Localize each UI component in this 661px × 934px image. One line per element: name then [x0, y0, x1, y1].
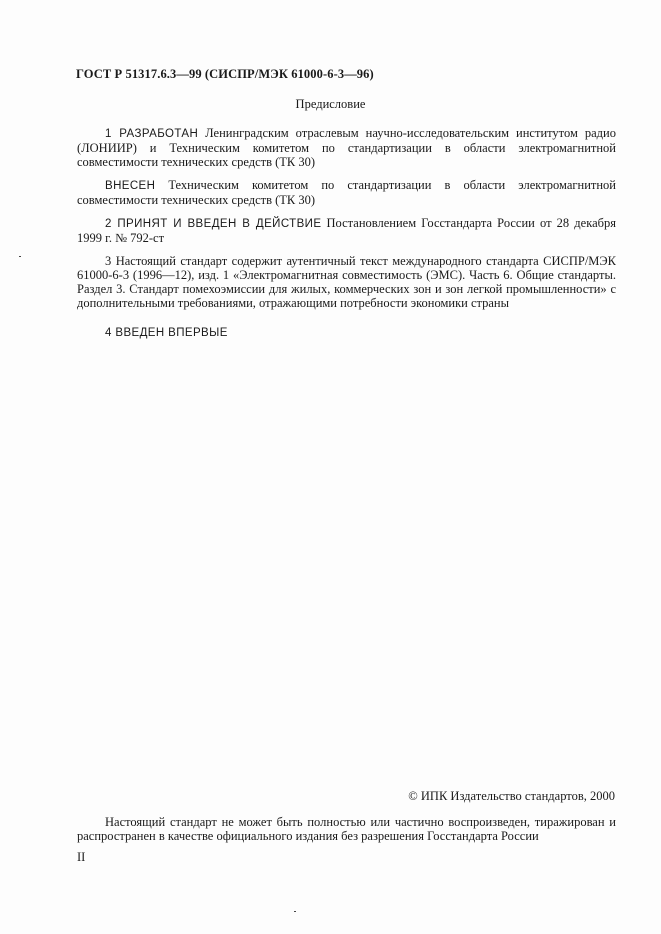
paragraph-first-introduced: [77, 325, 616, 340]
paragraph-lead: 1 РАЗРАБОТАН: [105, 128, 199, 140]
paragraph-lead: ВНЕСЕН: [105, 180, 156, 192]
paragraph-lead: 4 ВВЕДЕН ВПЕРВЫЕ: [105, 327, 228, 339]
paragraph-developed-by: [77, 126, 616, 169]
section-title: Предисловие: [295, 97, 366, 111]
document-header: ГОСТ Р 51317.6.3—99 (СИСПР/МЭК 61000-6-3—96): [76, 67, 374, 81]
scan-speck: [294, 911, 296, 912]
paragraph-adopted: [77, 216, 616, 245]
reproduction-notice: Настоящий стандарт не может быть полностью или частично воспроизведен, тиражирован и распространен в качестве официального издания без разрешения Госстандарта России: [77, 815, 616, 843]
scan-speck: [19, 256, 21, 257]
paragraph-introduced-by: [77, 178, 616, 207]
copyright-line: © ИПК Издательство стандартов, 2000: [408, 789, 615, 803]
paragraph-authentic-text: 3 Настоящий стандарт содержит аутентичный текст международного стандарта СИСПР/МЭК 61000-6-3 (1996—12), изд. 1 «Электромагнитная совместимость (ЭМС). Часть 6. Общие стандарты. Раздел 3. Стандарт помехоэмиссии для жилых, коммерческих зон и зон легкой промышленности» с дополнительными требованиями, отражающими потребности экономики страны: [77, 254, 616, 310]
page-number: II: [77, 850, 86, 864]
paragraph-lead: 2 ПРИНЯТ И ВВЕДЕН В ДЕЙСТВИЕ: [105, 218, 322, 230]
paragraph-text: Постановлением Госстандарта России от 28 декабря 1999 г. № 792-ст: [77, 216, 616, 245]
paragraph-text: Техническим комитетом по стандартизации в области электромагнитной совместимости технических средств (ТК 30): [77, 178, 616, 207]
paragraph-text: Ленинградским отраслевым научно-исследовательским институтом радио (ЛОНИИР) и Техническим комитетом по стандартизации в области электромагнитной совместимости технических средств (ТК 30): [77, 126, 616, 169]
